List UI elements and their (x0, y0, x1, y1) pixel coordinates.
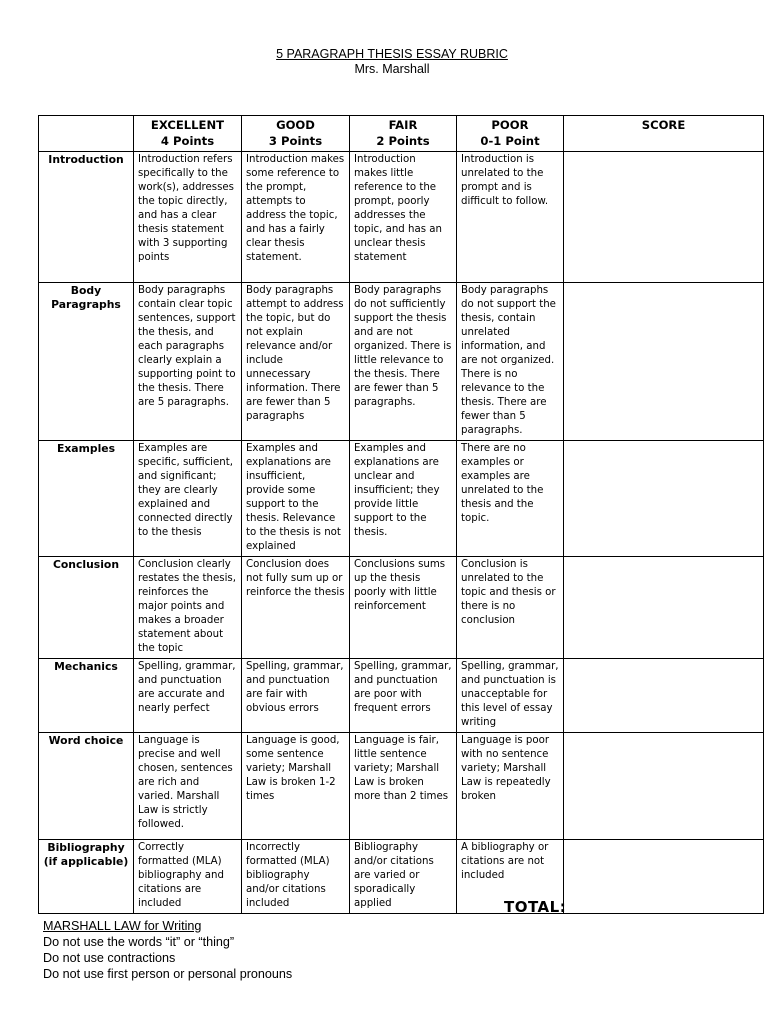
header-row (39, 116, 764, 152)
rubric-cell: Introduction is unrelated to the prompt and is difficult to follow. (457, 152, 564, 283)
table-row (39, 659, 764, 733)
score-cell (564, 557, 764, 659)
table-row (39, 441, 764, 557)
score-cell (564, 152, 764, 283)
header-score (564, 116, 764, 152)
header-rating: EXCELLENT (150, 118, 225, 132)
rubric-cell: Introduction makes some reference to the prompt, attempts to address the topic, and has a fairly clear thesis statement. (242, 152, 350, 283)
criterion-cell: Introduction (39, 152, 134, 283)
rubric-cell: Spelling, grammar, and punctuation are accurate and nearly perfect (134, 659, 242, 733)
rubric-cell: Spelling, grammar, and punctuation are poor with frequent errors (350, 659, 457, 733)
score-cell (564, 733, 764, 840)
rules-title: MARSHALL LAW for Writing (43, 919, 202, 933)
rubric-table (38, 115, 764, 914)
rubric-cell: Conclusion does not fully sum up or reinforce the thesis (242, 557, 350, 659)
rubric-cell: Body paragraphs contain clear topic sentences, support the thesis, and each paragraphs clearly explain a supporting point to the thesis. There are 5 paragraphs. (134, 283, 242, 441)
total-label: TOTAL: (504, 898, 567, 916)
rubric-cell: Correctly formatted (MLA) bibliography and citations are included (134, 840, 242, 914)
rubric-cell: Spelling, grammar, and punctuation is unacceptable for this level of essay writing (457, 659, 564, 733)
header-rating: POOR (491, 118, 529, 132)
header-points: 4 Points (160, 134, 215, 148)
rubric-cell: Conclusion clearly restates the thesis, reinforces the major points and makes a broader statement about the topic (134, 557, 242, 659)
rule-item: Do not use contractions (43, 951, 176, 965)
table-row (39, 283, 764, 441)
table-row (39, 557, 764, 659)
page-title: 5 PARAGRAPH THESIS ESSAY RUBRIC (276, 47, 508, 61)
rubric-cell: Examples and explanations are insufficient, provide some support to the thesis. Relevance to the thesis is not explained (242, 441, 350, 557)
rubric-cell: Language is good, some sentence variety; Marshall Law is broken 1-2 times (242, 733, 350, 840)
header-excellent (134, 116, 242, 152)
rubric-cell: There are no examples or examples are unrelated to the thesis and the topic. (457, 441, 564, 557)
criterion-cell: Body Paragraphs (39, 283, 134, 441)
rubric-cell: Conclusion is unrelated to the topic and thesis or there is no conclusion (457, 557, 564, 659)
criterion-cell: Examples (39, 441, 134, 557)
rubric-cell: Conclusions sums up the thesis poorly with little reinforcement (350, 557, 457, 659)
table-row (39, 733, 764, 840)
score-cell (564, 283, 764, 441)
table-row (39, 152, 764, 283)
rubric-cell: Introduction makes little reference to the prompt, poorly addresses the topic, and has an unclear thesis statement (350, 152, 457, 283)
rubric-cell: Language is precise and well chosen, sentences are rich and varied. Marshall Law is strictly followed. (134, 733, 242, 840)
rule-item: Do not use first person or personal pronouns (43, 967, 293, 981)
rubric-cell: Bibliography and/or citations are varied or sporadically applied (350, 840, 457, 914)
rubric-cell: A bibliography or citations are not included (457, 840, 564, 914)
marshall-law-rules (43, 918, 292, 982)
rubric-cell: Body paragraphs attempt to address the topic, but do not explain relevance and/or include unnecessary information. There are fewer than 5 paragraphs (242, 283, 350, 441)
header-points: 3 Points (268, 134, 323, 148)
page-subtitle: Mrs. Marshall (354, 62, 430, 76)
rubric-cell: Spelling, grammar, and punctuation are fair with obvious errors (242, 659, 350, 733)
header-good (242, 116, 350, 152)
header-rating: FAIR (388, 118, 418, 132)
header-criterion (39, 116, 134, 152)
criterion-cell: Mechanics (39, 659, 134, 733)
table-row (39, 840, 764, 914)
criterion-cell: Conclusion (39, 557, 134, 659)
rubric-cell: Body paragraphs do not sufficiently support the thesis and are not organized. There is little relevance to the thesis. There are fewer than 5 paragraphs. (350, 283, 457, 441)
score-cell (564, 840, 764, 914)
rubric-cell: Examples are specific, sufficient, and significant; they are clearly explained and connected directly to the thesis (134, 441, 242, 557)
criterion-cell: Bibliography (if applicable) (39, 840, 134, 914)
rubric-cell: Language is poor with no sentence variety; Marshall Law is repeatedly broken (457, 733, 564, 840)
header-points: 2 Points (376, 134, 430, 148)
rubric-cell: Incorrectly formatted (MLA) bibliography and/or citations included (242, 840, 350, 914)
score-cell (564, 441, 764, 557)
header-rating: GOOD (276, 118, 315, 132)
rule-item: Do not use the words “it” or “thing” (43, 935, 235, 949)
rubric-cell: Examples and explanations are unclear and insufficient; they provide little support to the thesis. (350, 441, 457, 557)
header-fair (350, 116, 457, 152)
header-points: 0-1 Point (480, 134, 540, 148)
rubric-cell: Body paragraphs do not support the thesis, contain unrelated information, and are not organized. There is no relevance to the thesis. There are fewer than 5 paragraphs. (457, 283, 564, 441)
header-rating: SCORE (641, 118, 686, 132)
header-poor (457, 116, 564, 152)
rubric-cell: Language is fair, little sentence variety; Marshall Law is broken more than 2 times (350, 733, 457, 840)
score-cell (564, 659, 764, 733)
rubric-cell: Introduction refers specifically to the work(s), addresses the topic directly, and has a clear thesis statement with 3 supporting points (134, 152, 242, 283)
criterion-cell: Word choice (39, 733, 134, 840)
